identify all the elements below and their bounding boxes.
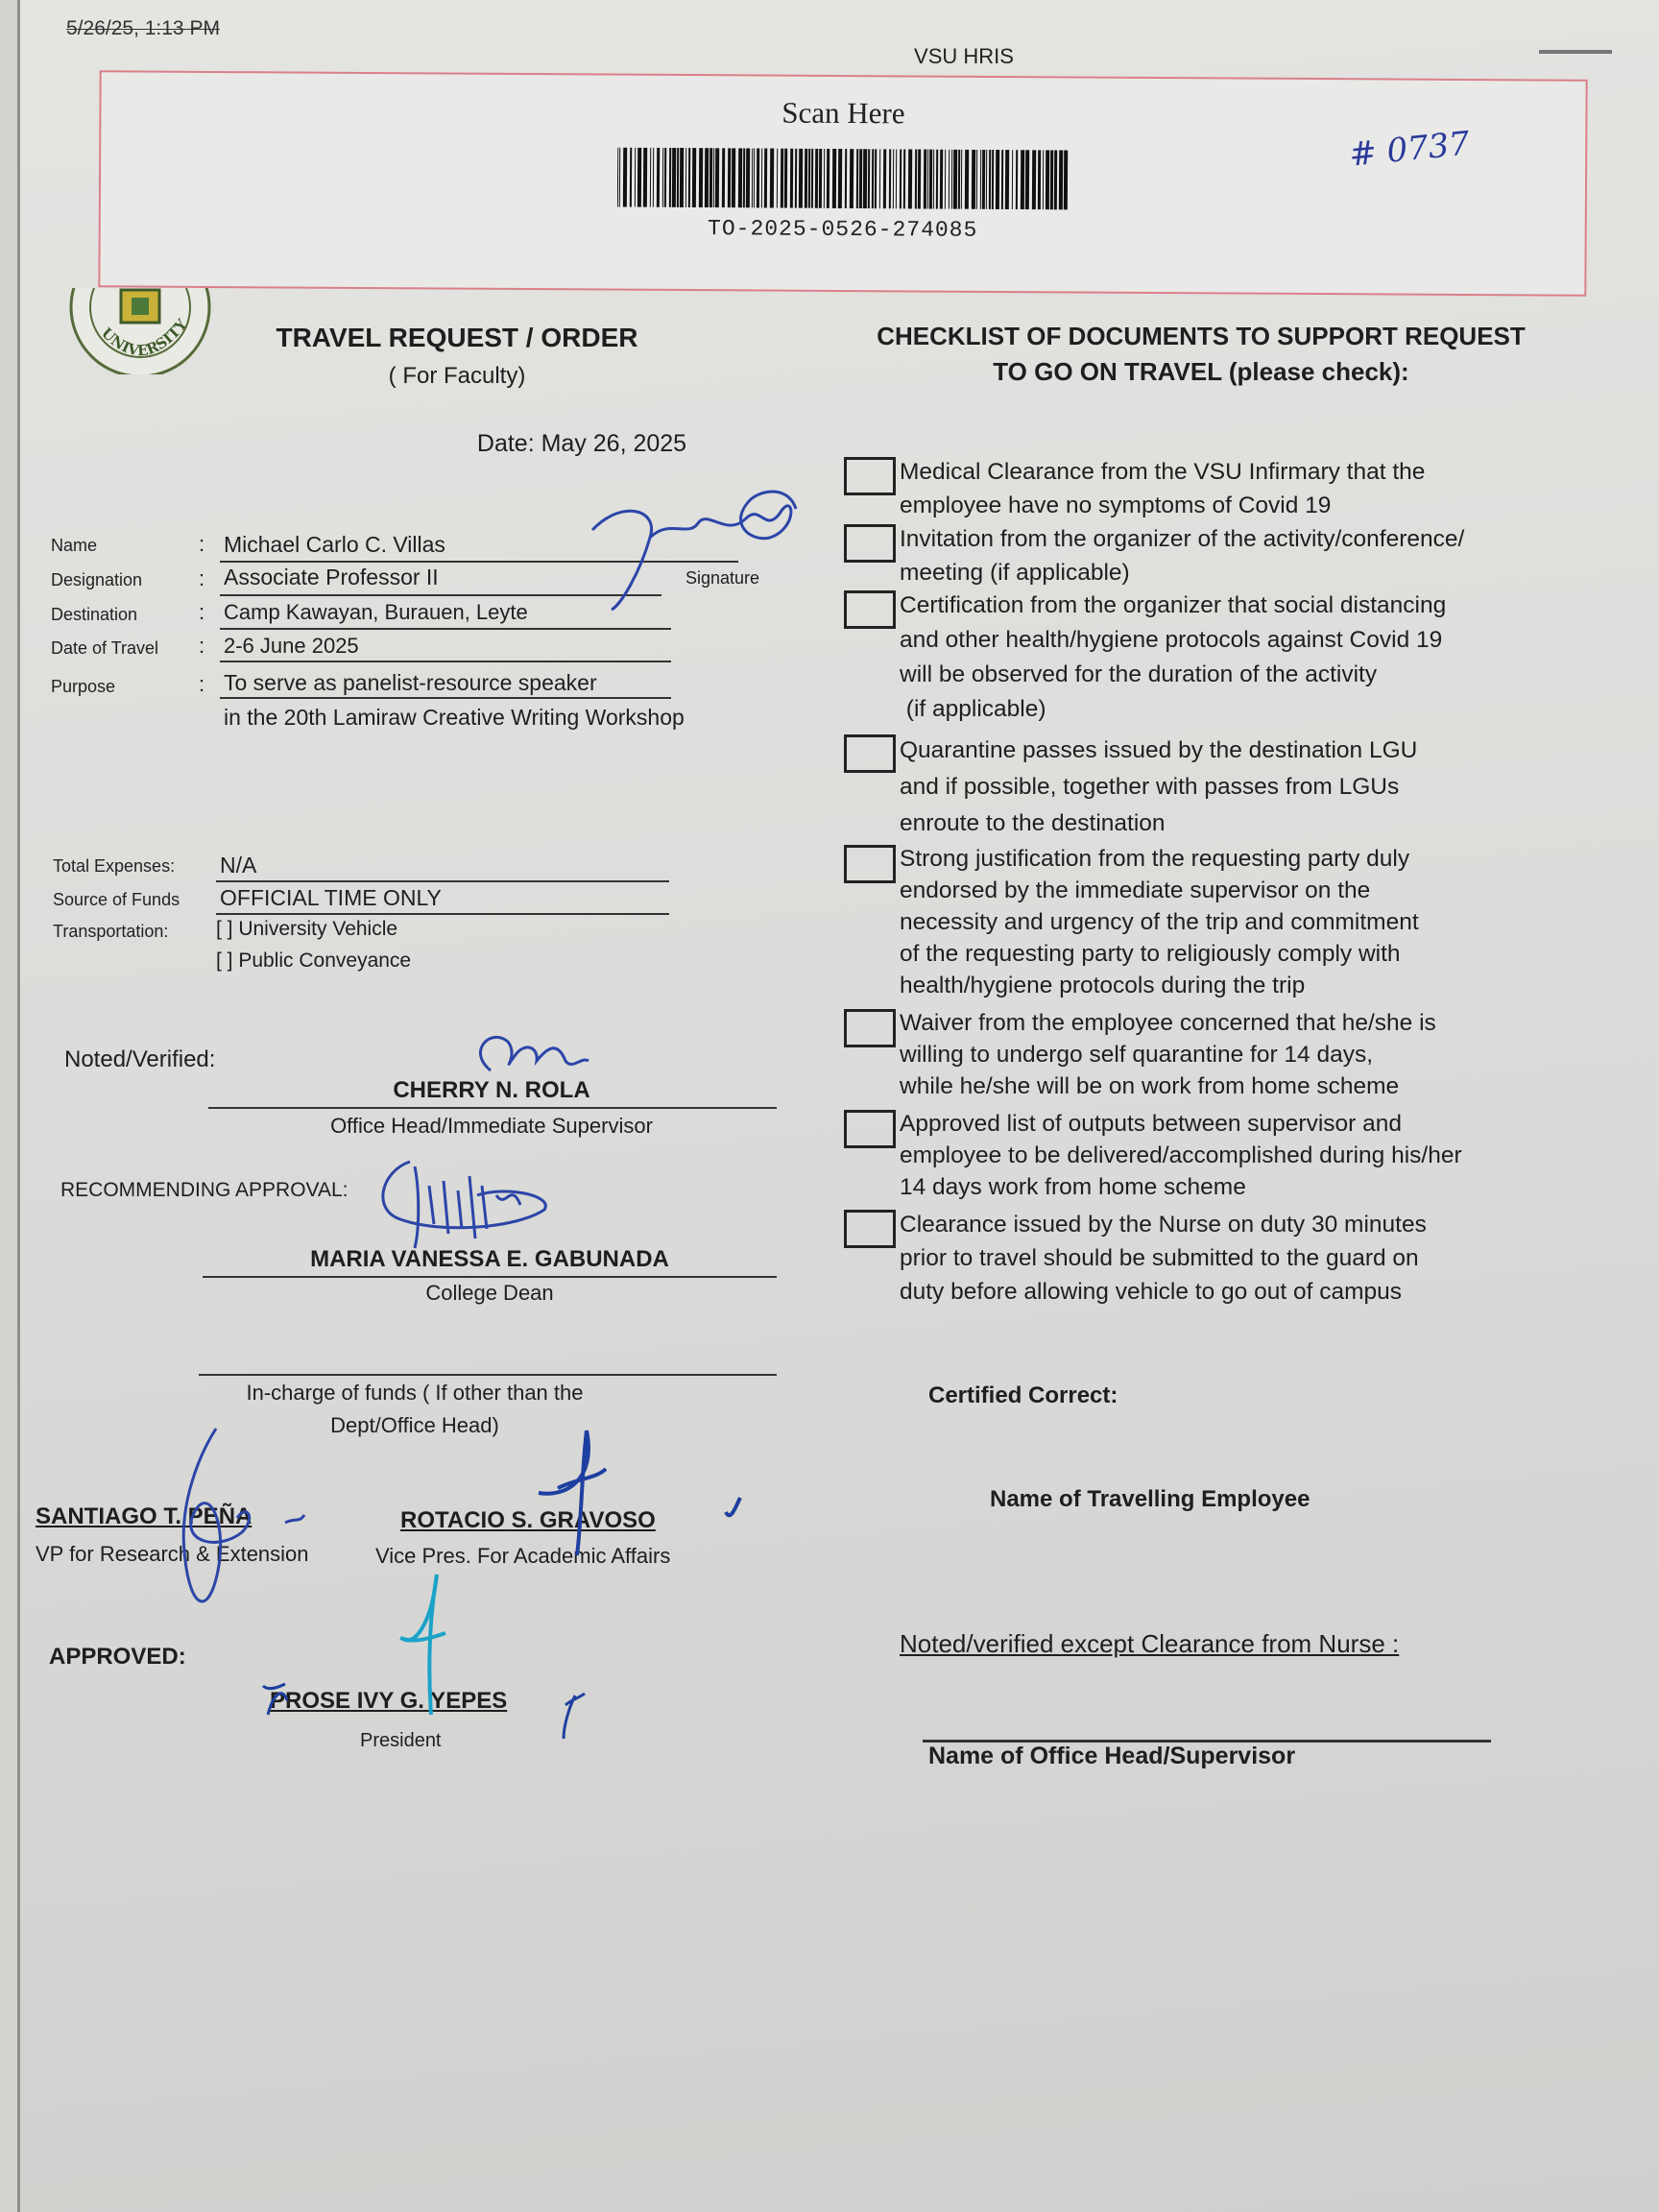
barcode-bar: [746, 148, 750, 207]
form-date: Date: May 26, 2025: [476, 430, 687, 457]
checklist-item-line: Approved list of outputs between supervisor and: [900, 1111, 1402, 1137]
total-expenses-value: N/A: [220, 853, 257, 878]
barcode-bar: [965, 150, 969, 209]
funds-signature-line: [199, 1374, 777, 1376]
president-name: PROSE IVY G. YEPES: [270, 1688, 508, 1714]
barcode-bar: [709, 148, 712, 207]
barcode-bar: [777, 149, 778, 208]
barcode-bar: [929, 150, 932, 209]
noted-except-nurse-label: Noted/verified except Clearance from Nurse :: [900, 1629, 1400, 1658]
barcode-bar: [799, 149, 803, 208]
barcode-bar: [805, 149, 807, 208]
destination-line: [220, 628, 671, 630]
barcode-bar: [868, 149, 870, 208]
barcode-bar: [672, 148, 676, 207]
barcode-bar: [924, 150, 926, 209]
certified-correct-label: Certified Correct:: [928, 1382, 1118, 1408]
barcode-bar: [945, 150, 946, 209]
barcode-bar: [743, 148, 745, 207]
barcode-bar: [982, 150, 985, 209]
barcode-bar: [1001, 150, 1003, 209]
barcode-bar: [1016, 150, 1018, 209]
barcode: [617, 148, 1070, 210]
barcode-bar: [986, 150, 987, 209]
purpose-label: Purpose: [51, 677, 116, 696]
barcode-bar: [951, 150, 952, 209]
barcode-bar: [896, 149, 897, 208]
university-seal-icon: [68, 288, 212, 374]
barcode-bar: [617, 148, 618, 207]
checklist-checkbox[interactable]: [844, 1210, 896, 1248]
barcode-bar: [619, 148, 620, 207]
transport-option-public-conveyance[interactable]: [ ] Public Conveyance: [216, 950, 412, 972]
form-title: TRAVEL REQUEST / ORDER: [276, 323, 638, 352]
barcode-bar: [657, 148, 660, 207]
supervisor-signature: [462, 1018, 596, 1085]
barcode-bar: [915, 149, 917, 208]
barcode-bar: [1032, 150, 1036, 209]
barcode-bar: [936, 150, 938, 209]
checklist-item-line: Waiver from the employee concerned that he/she is: [900, 1010, 1436, 1036]
name-label: Name: [51, 536, 98, 555]
colon: :: [199, 532, 205, 556]
barcode-bar: [1046, 150, 1049, 209]
purpose-value-line1: To serve as panelist-resource speaker: [224, 670, 597, 695]
checklist-item-line: duty before allowing vehicle to go out of campus: [900, 1279, 1402, 1305]
barcode-bar: [1054, 150, 1057, 209]
checklist-item-line: and other health/hygiene protocols against Covid 19: [900, 627, 1443, 653]
barcode-bar: [752, 148, 753, 207]
checklist-checkbox[interactable]: [844, 1009, 896, 1047]
barcode-bar: [732, 148, 735, 207]
barcode-bar: [761, 148, 762, 207]
barcode-bar: [872, 149, 874, 208]
barcode-bar: [623, 148, 627, 207]
barcode-bar: [630, 148, 632, 207]
barcode-bar: [838, 149, 842, 208]
checklist-item: [900, 589, 1591, 727]
checklist-checkbox[interactable]: [844, 590, 896, 629]
checklist-checkbox[interactable]: [844, 845, 896, 883]
checklist-item-line: employee have no symptoms of Covid 19: [900, 493, 1332, 518]
funds-incharge-line2: Dept/Office Head): [330, 1413, 499, 1437]
barcode-bar: [900, 149, 902, 208]
barcode-bar: [859, 149, 862, 208]
barcode-bar: [879, 149, 880, 208]
travelling-employee-label: Name of Travelling Employee: [990, 1486, 1310, 1512]
scan-box: [98, 70, 1587, 296]
transport-option-university-vehicle[interactable]: [ ] University Vehicle: [216, 918, 398, 940]
barcode-bar: [845, 149, 847, 208]
purpose-line: [220, 697, 671, 699]
barcode-bar: [824, 149, 825, 208]
president-role: President: [360, 1730, 442, 1751]
dean-signature: [362, 1152, 554, 1258]
checklist-item-line: of the requesting party to religiously comply with: [900, 941, 1401, 967]
checklist-item-line: while he/she will be on work from home scheme: [900, 1073, 1400, 1099]
vp-academic-role: Vice Pres. For Academic Affairs: [375, 1544, 671, 1568]
checklist-item-line: 14 days work from home scheme: [900, 1174, 1246, 1200]
barcode-bar: [863, 149, 867, 208]
checklist-checkbox[interactable]: [844, 1110, 896, 1148]
dean-role: College Dean: [425, 1281, 554, 1305]
dean-name: MARIA VANESSA E. GABUNADA: [310, 1246, 669, 1272]
barcode-bar: [889, 149, 891, 208]
office-head-label: Name of Office Head/Supervisor: [928, 1743, 1296, 1769]
barcode-bar: [738, 148, 742, 207]
barcode-bar: [808, 149, 810, 208]
barcode-bar: [958, 150, 960, 209]
vp-academic-name: ROTACIO S. GRAVOSO: [400, 1507, 656, 1533]
barcode-bar: [815, 149, 818, 208]
barcode-bar: [996, 150, 999, 209]
barcode-bar: [903, 149, 905, 208]
barcode-bar: [875, 149, 877, 208]
handwritten-tracking-number: # 0737: [1347, 124, 1472, 175]
form-subtitle: ( For Faculty): [388, 363, 526, 389]
checklist-checkbox[interactable]: [844, 457, 896, 495]
vp-academic-signature: [539, 1421, 750, 1565]
recommending-approval-label: RECOMMENDING APPROVAL:: [60, 1179, 349, 1201]
barcode-bar: [669, 148, 671, 207]
checklist-item-line: Quarantine passes issued by the destination LGU: [900, 737, 1418, 763]
checklist-checkbox[interactable]: [844, 734, 896, 773]
barcode-bar: [790, 149, 793, 208]
barcode-bar: [728, 148, 731, 207]
barcode-bar: [1025, 150, 1029, 209]
document-page: [17, 0, 1659, 2212]
barcode-bar: [688, 148, 690, 207]
barcode-bar: [692, 148, 696, 207]
name-value: Michael Carlo C. Villas: [224, 532, 445, 557]
barcode-bar: [927, 150, 928, 209]
transportation-label: Transportation:: [53, 922, 169, 941]
barcode-bar: [1050, 150, 1053, 209]
barcode-bar: [980, 150, 981, 209]
designation-value: Associate Professor II: [224, 565, 439, 589]
supervisor-role: Office Head/Immediate Supervisor: [330, 1114, 653, 1138]
barcode-bar: [1005, 150, 1009, 209]
checklist-item-line: willing to undergo self quarantine for 14 days,: [900, 1042, 1374, 1068]
president-signature: [258, 1571, 585, 1743]
barcode-bar: [781, 149, 783, 208]
barcode-bar: [908, 149, 912, 208]
barcode-bar: [819, 149, 822, 208]
header-dash: [1539, 50, 1612, 54]
source-of-funds-value: OFFICIAL TIME ONLY: [220, 885, 442, 910]
funds-incharge-line1: In-charge of funds ( If other than the: [246, 1381, 584, 1405]
barcode-bar: [784, 149, 787, 208]
barcode-bar: [1043, 150, 1044, 209]
barcode-bar: [757, 148, 759, 207]
barcode-bar: [680, 148, 684, 207]
barcode-bar: [770, 149, 774, 208]
checklist-item-line: will be observed for the duration of the activity: [900, 661, 1378, 687]
vp-research-role: VP for Research & Extension: [36, 1542, 309, 1566]
supervisor-name: CHERRY N. ROLA: [393, 1077, 590, 1103]
barcode-bar: [1059, 150, 1063, 209]
seal-text: UNIVERSITY: [98, 315, 191, 360]
designation-label: Designation: [51, 570, 143, 589]
destination-value: Camp Kawayan, Burauen, Leyte: [224, 600, 528, 624]
barcode-bar: [989, 150, 991, 209]
barcode-bar: [918, 149, 921, 208]
barcode-bar: [662, 148, 663, 207]
print-timestamp: 5/26/25, 1:13 PM: [66, 17, 220, 39]
checklist-item: [900, 1007, 1591, 1102]
checklist-item-line: necessity and urgency of the trip and commitment: [900, 909, 1419, 935]
checklist-item-line: (if applicable): [900, 696, 1046, 722]
checklist-item: [900, 843, 1591, 1001]
barcode-bar: [811, 149, 813, 208]
checklist-item-line: prior to travel should be submitted to the guard on: [900, 1245, 1419, 1271]
purpose-value-line2: in the 20th Lamiraw Creative Writing Workshop: [224, 705, 685, 730]
barcode-bar: [713, 148, 714, 207]
barcode-bar: [883, 149, 886, 208]
barcode-bar: [850, 149, 854, 208]
checklist-item-line: Certification from the organizer that social distancing: [900, 592, 1447, 618]
barcode-bar: [685, 148, 686, 207]
checklist-item-line: endorsed by the immediate supervisor on the: [900, 878, 1371, 903]
barcode-bar: [1064, 150, 1068, 209]
colon: :: [199, 634, 205, 658]
barcode-bar: [795, 149, 797, 208]
barcode-bar: [893, 149, 894, 208]
checklist-item-line: health/hygiene protocols during the trip: [900, 973, 1306, 998]
barcode-bar: [722, 148, 725, 207]
barcode-bar: [705, 148, 709, 207]
checklist-item-line: and if possible, together with passes from LGUs: [900, 774, 1400, 800]
date-of-travel-value: 2-6 June 2025: [224, 634, 359, 658]
barcode-bar: [976, 150, 977, 209]
barcode-bar: [992, 150, 994, 209]
checklist-item-line: enroute to the destination: [900, 810, 1166, 836]
signature-label: Signature: [685, 568, 760, 588]
checklist-item: [900, 455, 1591, 522]
barcode-bar: [699, 148, 703, 207]
barcode-bar: [650, 148, 651, 207]
checklist-item-line: employee to be delivered/accomplished during his/her: [900, 1142, 1462, 1168]
barcode-bar: [715, 148, 719, 207]
barcode-bar: [972, 150, 975, 209]
barcode-bar: [677, 148, 679, 207]
checklist-title-line2: TO GO ON TRAVEL (please check):: [993, 357, 1409, 386]
barcode-bar: [856, 149, 858, 208]
checklist-item-line: Clearance issued by the Nurse on duty 30 minutes: [900, 1212, 1427, 1238]
checklist-item: [900, 1108, 1591, 1203]
barcode-bar: [1038, 150, 1041, 209]
barcode-bar: [635, 148, 636, 207]
barcode-bar: [827, 149, 830, 208]
vp-research-name: SANTIAGO T. PEÑA: [36, 1503, 252, 1529]
scan-title: Scan Here: [781, 95, 905, 131]
checklist-title: [827, 319, 1575, 390]
barcode-bar: [764, 148, 767, 207]
barcode-bar: [643, 148, 647, 207]
colon: :: [199, 672, 205, 696]
barcode-bar: [653, 148, 654, 207]
barcode-bar: [1012, 150, 1013, 209]
barcode-bar: [637, 148, 641, 207]
checklist-item: [900, 522, 1591, 589]
date-of-travel-line: [220, 661, 671, 662]
checklist-checkbox[interactable]: [844, 524, 896, 563]
barcode-bar: [949, 150, 950, 209]
barcode-number: TO-2025-0526-274085: [708, 216, 978, 243]
checklist-item-line: Medical Clearance from the VSU Infirmary that the: [900, 459, 1426, 485]
employee-signature: [583, 480, 804, 614]
checklist-item-line: Invitation from the organizer of the activity/conference/: [900, 526, 1465, 552]
barcode-bar: [933, 150, 934, 209]
barcode-bar: [1021, 150, 1024, 209]
checklist-item: [900, 733, 1591, 842]
noted-verified-label: Noted/Verified:: [64, 1046, 216, 1072]
dean-line: [203, 1276, 777, 1278]
checklist-item-line: meeting (if applicable): [900, 560, 1130, 586]
total-expenses-line: [216, 880, 669, 882]
barcode-bar: [940, 150, 943, 209]
barcode-bar: [832, 149, 836, 208]
colon: :: [199, 600, 205, 624]
checklist-item: [900, 1208, 1591, 1309]
approved-label: APPROVED:: [49, 1644, 186, 1670]
destination-label: Destination: [51, 605, 138, 624]
system-name: VSU HRIS: [914, 44, 1014, 68]
barcode-bar: [953, 150, 957, 209]
checklist-title-line1: CHECKLIST OF DOCUMENTS TO SUPPORT REQUEST: [877, 322, 1526, 350]
barcode-bar: [754, 148, 755, 207]
total-expenses-label: Total Expenses:: [53, 856, 176, 876]
date-of-travel-label: Date of Travel: [51, 638, 159, 658]
source-of-funds-line: [216, 913, 669, 915]
source-of-funds-label: Source of Funds: [53, 890, 180, 909]
colon: :: [199, 566, 205, 590]
barcode-bar: [664, 148, 666, 207]
supervisor-line: [208, 1107, 777, 1109]
checklist-item-line: Strong justification from the requesting party duly: [900, 846, 1410, 872]
barcode-bar: [961, 150, 962, 209]
